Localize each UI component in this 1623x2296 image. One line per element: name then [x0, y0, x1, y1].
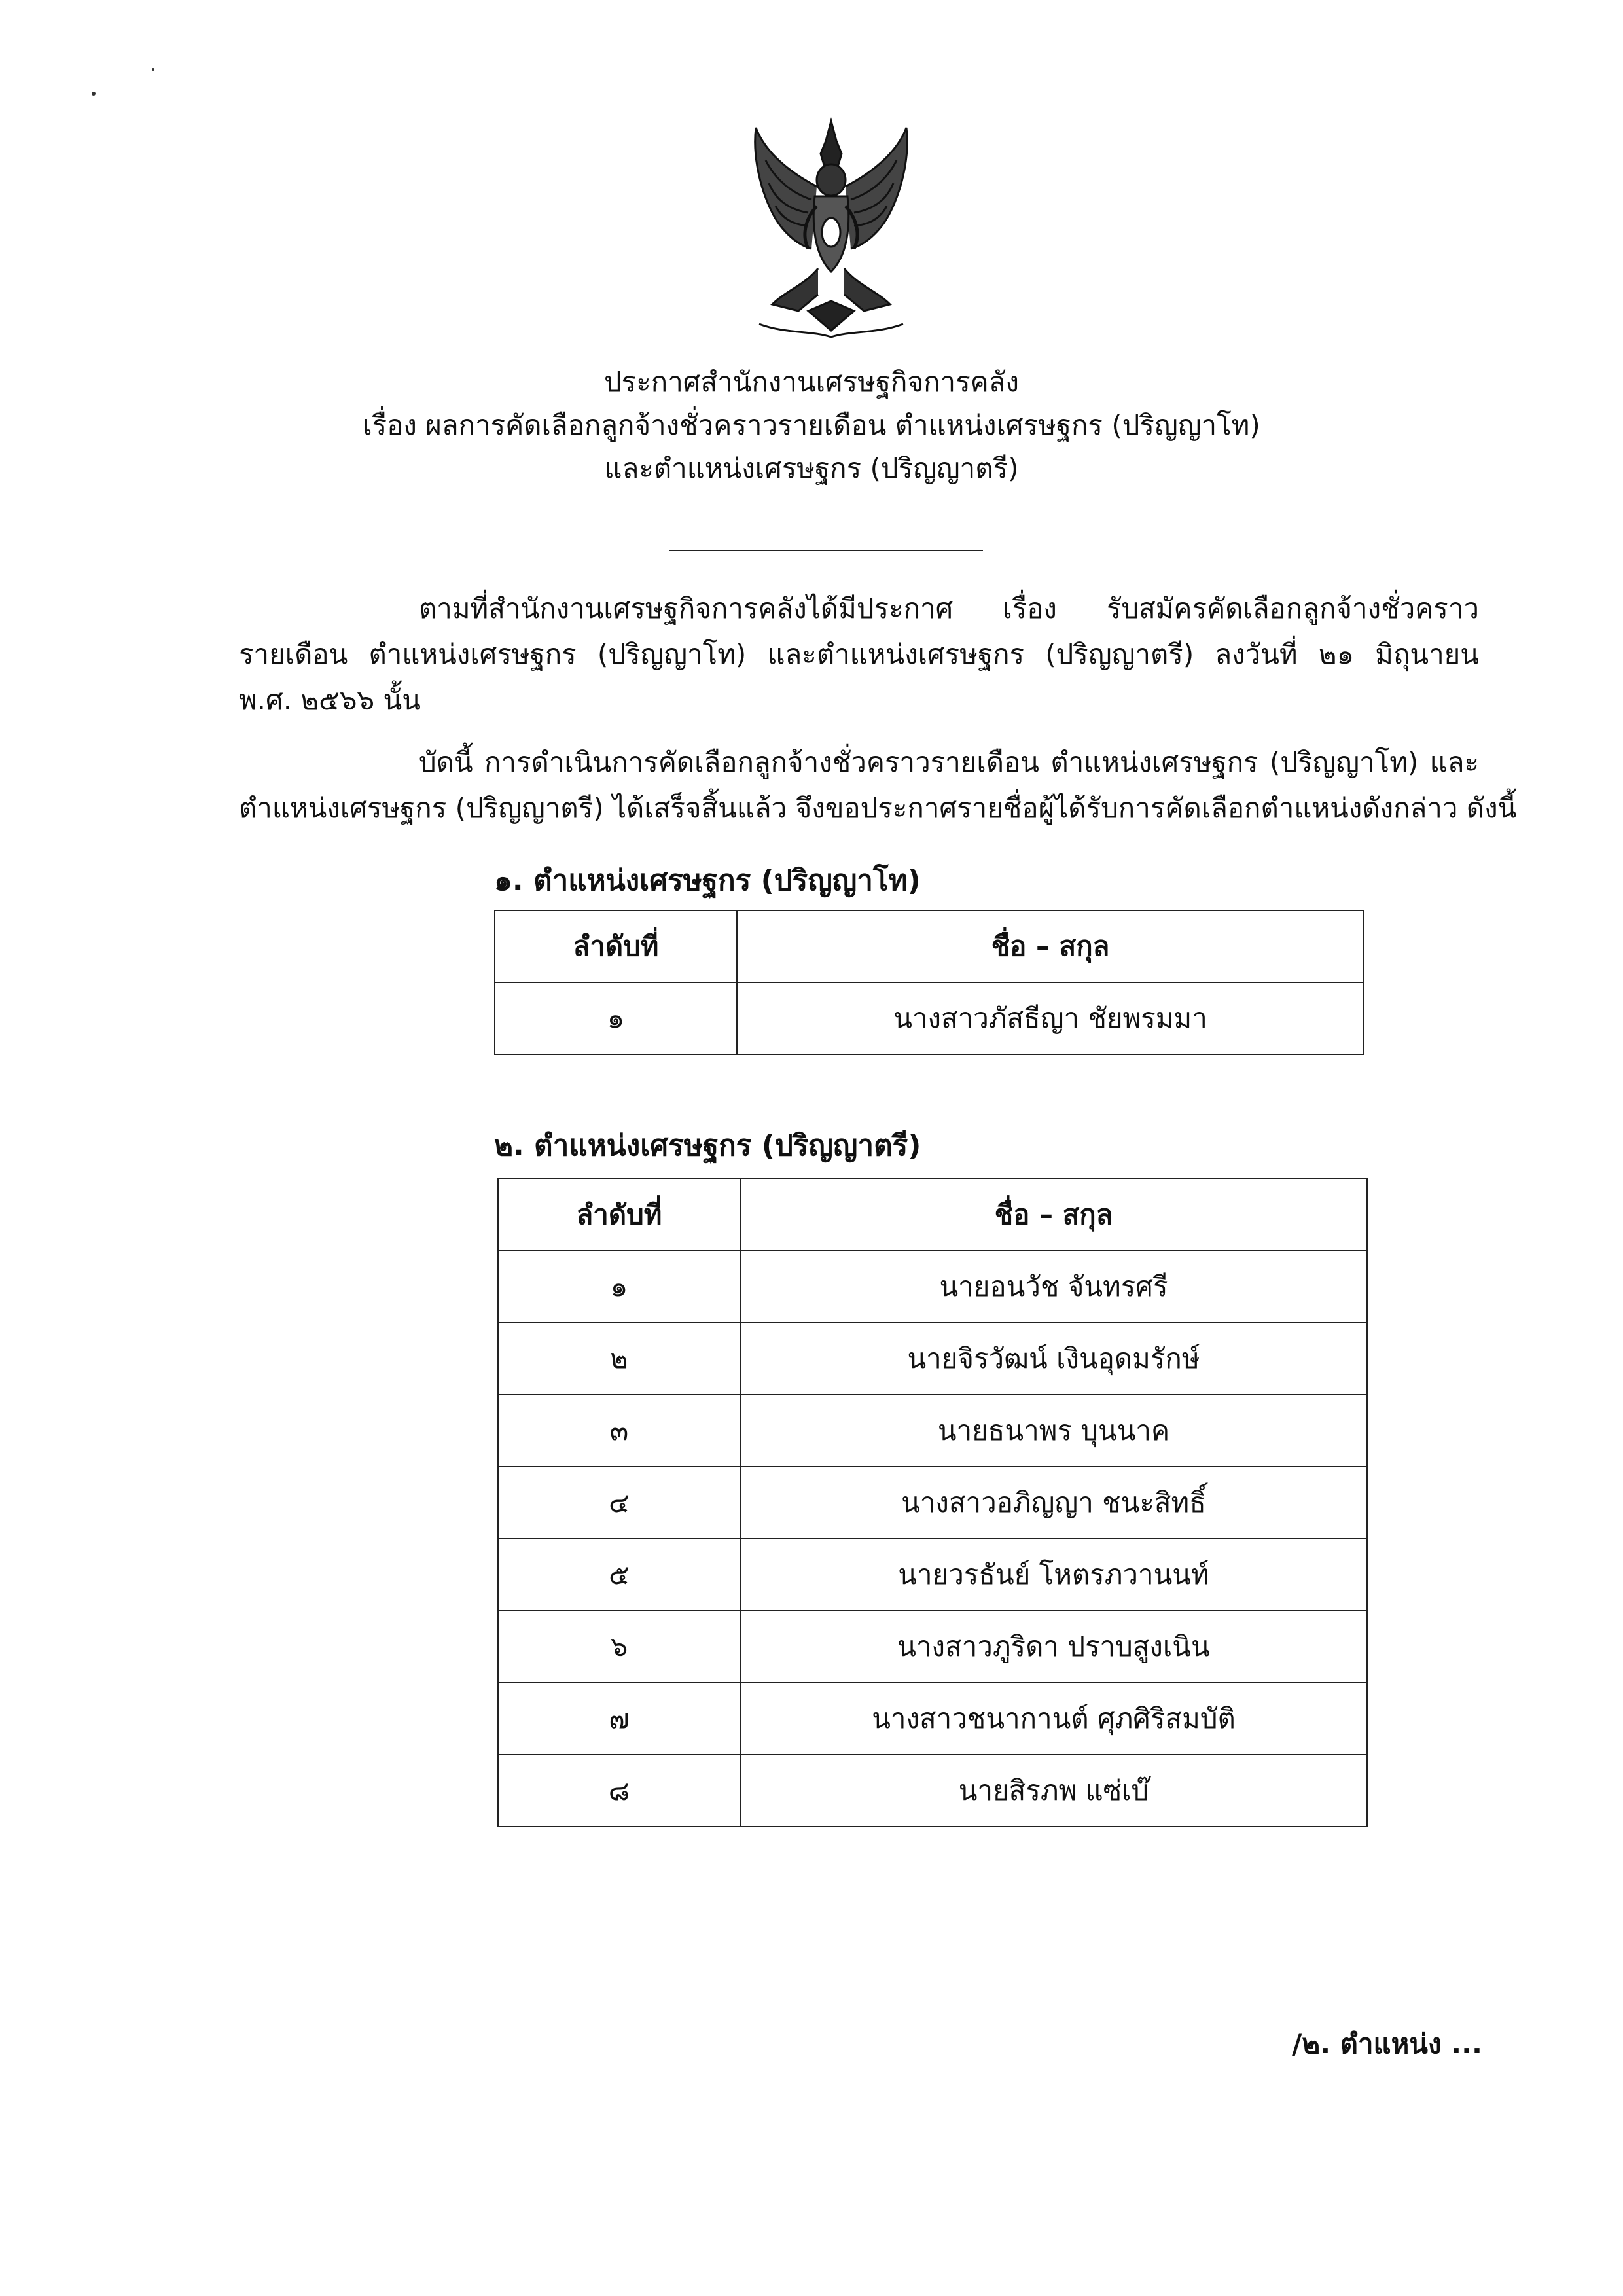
column-header-name: ชื่อ – สกุล: [737, 910, 1364, 982]
table-header-row: [498, 1179, 1367, 1251]
paragraph-1-line-3: พ.ศ. ๒๕๖๖ นั้น: [239, 684, 421, 716]
table-row: [498, 1323, 1367, 1395]
table-row: [498, 1755, 1367, 1827]
table-row: [498, 1467, 1367, 1539]
page-continuation: /๒. ตำแหน่ง ...: [1292, 2028, 1482, 2060]
paragraph-1-line-2: รายเดือน ตำแหน่งเศรษฐกร (ปริญญาโท) และตำแหน่งเศรษฐกร (ปริญญาตรี) ลงวันที่ ๒๑ มิถุนายน: [239, 638, 1479, 670]
announcement-subject-line-2: และตำแหน่งเศรษฐกร (ปริญญาตรี): [604, 452, 1019, 484]
header-divider: [669, 550, 983, 551]
announcement-subject-line-1: เรื่อง ผลการคัดเลือกลูกจ้างชั่วคราวรายเดือน ตำแหน่งเศรษฐกร (ปริญญาโท): [363, 409, 1260, 441]
row-name: นายวรธันย์ โหตรภวานนท์: [740, 1539, 1367, 1611]
section-2-table: [497, 1178, 1368, 1827]
section-1-title: ๑. ตำแหน่งเศรษฐกร (ปริญญาโท): [494, 864, 921, 897]
paragraph-2-line-2: ตำแหน่งเศรษฐกร (ปริญญาตรี) ได้เสร็จสิ้นแล้ว จึงขอประกาศรายชื่อผู้ได้รับการคัดเลือกตำแหน่งดังกล่าว ดังนี้: [239, 792, 1517, 824]
row-order: ๑: [495, 982, 737, 1054]
row-order: ๔: [498, 1467, 740, 1539]
row-name: นายสิรภพ แซ่เบ๊: [740, 1755, 1367, 1827]
scan-speck: [152, 68, 154, 71]
row-order: ๖: [498, 1611, 740, 1683]
garuda-emblem-icon: [746, 115, 916, 340]
paragraph-1-line-1: ตามที่สำนักงานเศรษฐกิจการคลังได้มีประกาศ เรื่อง รับสมัครคัดเลือกลูกจ้างชั่วคราว: [419, 592, 1479, 624]
row-order: ๓: [498, 1395, 740, 1467]
row-name: นางสาวอภิญญา ชนะสิทธิ์: [740, 1467, 1367, 1539]
paragraph-2-line-1: บัดนี้ การดำเนินการคัดเลือกลูกจ้างชั่วคราวรายเดือน ตำแหน่งเศรษฐกร (ปริญญาโท) และ: [419, 746, 1479, 778]
row-order: ๕: [498, 1539, 740, 1611]
row-name: นายอนวัช จันทรศรี: [740, 1251, 1367, 1323]
row-name: นางสาวภัสธีญา ชัยพรมมา: [737, 982, 1364, 1054]
row-order: ๑: [498, 1251, 740, 1323]
table-row: [498, 1683, 1367, 1755]
column-header-order: ลำดับที่: [495, 910, 737, 982]
row-name: นายธนาพร บุนนาค: [740, 1395, 1367, 1467]
table-row: [495, 982, 1364, 1054]
row-order: ๗: [498, 1683, 740, 1755]
row-order: ๒: [498, 1323, 740, 1395]
table-row: [498, 1251, 1367, 1323]
section-2-title: ๒. ตำแหน่งเศรษฐกร (ปริญญาตรี): [494, 1129, 921, 1162]
table-row: [498, 1539, 1367, 1611]
row-name: นางสาวชนากานต์ ศุภศิริสมบัติ: [740, 1683, 1367, 1755]
column-header-name: ชื่อ – สกุล: [740, 1179, 1367, 1251]
row-order: ๘: [498, 1755, 740, 1827]
column-header-order: ลำดับที่: [498, 1179, 740, 1251]
table-row: [498, 1611, 1367, 1683]
table-row: [498, 1395, 1367, 1467]
row-name: นายจิรวัฒน์ เงินอุดมรักษ์: [740, 1323, 1367, 1395]
row-name: นางสาวภูริดา ปราบสูงเนิน: [740, 1611, 1367, 1683]
announcement-title: ประกาศสำนักงานเศรษฐกิจการคลัง: [604, 366, 1019, 398]
table-header-row: [495, 910, 1364, 982]
scan-speck: [92, 92, 96, 96]
section-1-table: [494, 910, 1364, 1055]
